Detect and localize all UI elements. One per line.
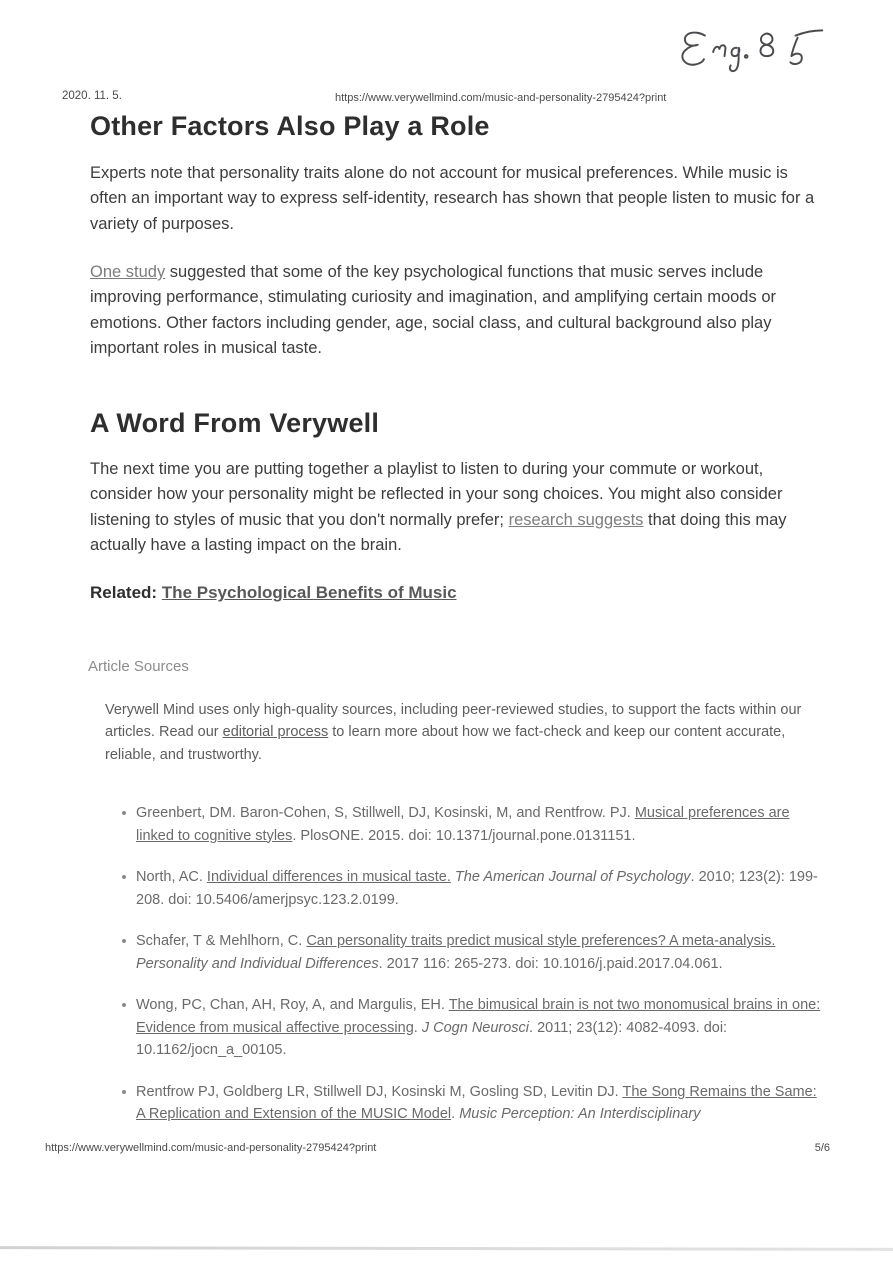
reference-text: Schafer, T & Mehlhorn, C. — [136, 933, 307, 949]
sources-intro — [105, 699, 823, 766]
reference-text: . 2010; 123(2): 199-208. doi: 10.5406/amerjpsyc.123.2.0199. — [136, 869, 818, 908]
reference-link[interactable]: The Song Remains the Same: A Replication and Extension of the MUSIC Model — [136, 1083, 817, 1122]
editorial-process-link[interactable]: editorial process — [222, 724, 329, 741]
print-header-url: https://www.verywellmind.com/music-and-personality-2795424?print — [335, 92, 667, 104]
reference-item — [121, 866, 826, 911]
reference-link[interactable]: Can personality traits predict musical style preferences? A meta-analysis. — [306, 933, 776, 949]
related-line — [90, 583, 457, 603]
paragraph-experts-note: Experts note that personality traits alone do not account for musical preferences. While music is often an important way to express self-identity, research has shown that people listen to music for a variety of purposes. — [90, 164, 815, 233]
page-number: 5/6 — [814, 1142, 830, 1154]
reference-journal: Personality and Individual Differences — [136, 955, 379, 972]
print-date: 2020. 11. 5. — [62, 90, 122, 102]
paragraph-next-time — [90, 457, 825, 558]
reference-journal: J Cogn Neurosci — [421, 1019, 530, 1036]
reference-text: Greenbert, DM. Baron-Cohen, S, Stillwell, DJ, Kosinski, M, and Rentfrow. PJ. — [136, 805, 635, 821]
sources-intro-text: to learn more about how we fact-check and keep our content accurate, reliable, and trustworthy. — [105, 724, 786, 763]
reference-item — [121, 802, 826, 847]
print-footer-url: https://www.verywellmind.com/music-and-personality-2795424?print — [45, 1142, 377, 1154]
article-sources-heading: Article Sources — [88, 658, 189, 675]
related-link-psychological-benefits[interactable]: The Psychological Benefits of Music — [161, 583, 457, 602]
section-heading-other-factors: Other Factors Also Play a Role — [90, 111, 490, 141]
sources-intro-text: Verywell Mind uses only high-quality sources, including peer-reviewed studies, to support the facts within our articles. Read our — [105, 702, 802, 741]
reference-item — [121, 994, 826, 1062]
reference-text: Rentfrow PJ, Goldberg LR, Stillwell DJ, Kosinski M, Gosling SD, Levitin DJ. — [136, 1083, 623, 1100]
reference-journal: The American Journal of Psychology — [454, 869, 691, 885]
paragraph-text: that doing this may actually have a lasting impact on the brain. — [90, 510, 787, 554]
reference-text: . — [413, 1019, 422, 1036]
reference-text: Wong, PC, Chan, AH, Roy, A, and Margulis, EH. — [136, 997, 449, 1013]
section-heading-word-from-verywell: A Word From Verywell — [90, 408, 380, 438]
reference-journal: Music Perception: An Interdisciplinary — [459, 1106, 701, 1122]
paragraph-one-study — [90, 260, 825, 361]
reference-text: . PlosONE. 2015. doi: 10.1371/journal.pone.0131151. — [292, 827, 636, 844]
reference-text: . 2011; 23(12): 4082-4093. doi: 10.1162/jocn_a_00105. — [136, 1019, 728, 1058]
related-label: Related: — [90, 583, 162, 602]
paragraph-text: suggested that some of the key psychological functions that music serves include improving performance, stimulating curiosity and imagination, and amplifying certain moods or emotions. Other factors including gender, age, social class, and cultural background also play important roles in musical taste. — [90, 263, 776, 357]
reference-text: . 2017 116: 265-273. doi: 10.1016/j.paid.2017.04.061. — [378, 955, 723, 972]
reference-text: . — [451, 1106, 460, 1122]
reference-item — [121, 930, 826, 975]
reference-item — [121, 1081, 826, 1126]
reference-link[interactable]: Musical preferences are linked to cognitive styles — [136, 805, 790, 844]
print-footer — [0, 1142, 893, 1154]
reference-list — [121, 802, 826, 1145]
handwritten-annotation — [672, 27, 847, 77]
one-study-link[interactable]: One study — [90, 263, 166, 281]
scan-edge-line — [0, 1246, 893, 1250]
reference-text: North, AC. — [136, 869, 207, 885]
reference-link[interactable]: The bimusical brain is not two monomusical brains in one: Evidence from musical affective processing — [136, 997, 821, 1036]
paragraph-text: The next time you are putting together a playlist to listen to during your commute or workout, consider how your personality might be reflected in your song choices. You might also consider listening to styles of music that you don't normally prefer; — [90, 460, 783, 529]
reference-link[interactable]: Individual differences in musical taste. — [206, 869, 451, 885]
research-suggests-link[interactable]: research suggests — [508, 510, 644, 529]
